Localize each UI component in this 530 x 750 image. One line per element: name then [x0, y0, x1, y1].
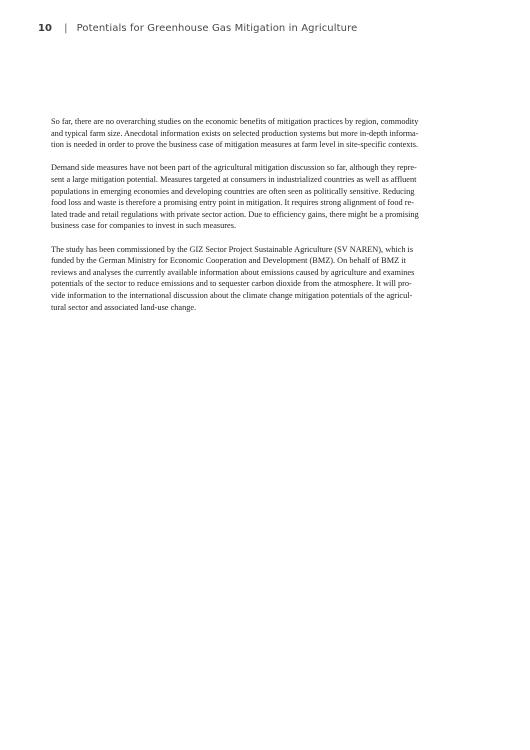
text-line: business case for companies to invest in such measures.	[51, 221, 237, 231]
running-header-title: Potentials for Greenhouse Gas Mitigation in Agriculture	[76, 23, 358, 34]
text-line: and typical farm size. Anecdotal information exists on selected production systems but more in-depth informa-	[51, 128, 419, 138]
paragraph-economic-benefits	[51, 116, 471, 151]
text-line: vide information to the international discussion about the climate change mitigation potentials of the agricul-	[51, 290, 413, 300]
text-line: funded by the German Ministry for Economic Cooperation and Development (BMZ). On behalf of BMZ it	[51, 256, 406, 266]
text-line: food loss and waste is therefore a promising entry point in mitigation. It requires strong alignment of food re-	[51, 198, 414, 208]
paragraph-study-commission	[51, 244, 471, 314]
body-text	[51, 116, 471, 325]
header-separator: |	[64, 23, 68, 34]
text-line: Demand side measures have not been part of the agricultural mitigation discussion so far, although they repre-	[51, 163, 417, 173]
text-line: So far, there are no overarching studies on the economic benefits of mitigation practices by region, commodity	[51, 117, 419, 126]
text-line: The study has been commissioned by the GIZ Sector Project Sustainable Agriculture (SV NAREN), which is	[51, 244, 414, 254]
text-line: sent a large mitigation potential. Measures targeted at consumers in industrialized countries as well as affluent	[51, 174, 417, 184]
text-line: reviews and analyses the currently available information about emissions caused by agriculture and examines	[51, 267, 415, 277]
paragraph-demand-side-measures	[51, 162, 471, 232]
running-header	[38, 22, 357, 36]
text-line: potentials of the sector to reduce emissions and to sequester carbon dioxide from the atmosphere. It will pro-	[51, 279, 412, 289]
text-line: tural sector and associated land-use change.	[51, 302, 197, 312]
text-line: lated trade and retail regulations with private sector action. Due to efficiency gains, there might be a promising	[51, 209, 419, 219]
page-number: 10	[38, 23, 53, 34]
text-line: tion is needed in order to prove the business case of mitigation measures at farm level in site-specific contexts.	[51, 140, 419, 150]
text-line: populations in emerging economies and developing countries are often seen as politically sensitive. Reducing	[51, 186, 415, 196]
